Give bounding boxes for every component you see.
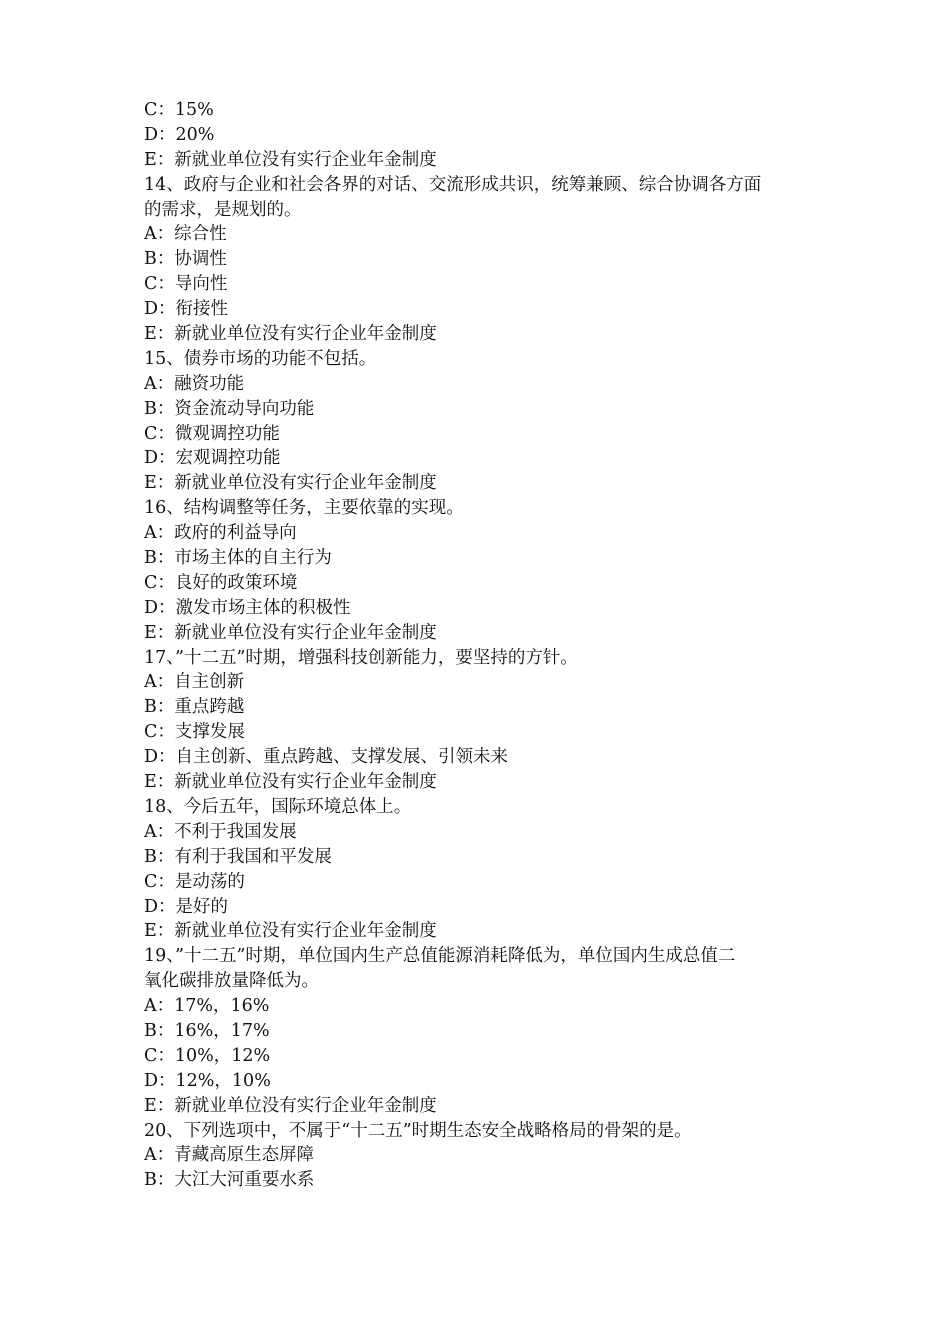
question-14-line-2: 的需求，是规划的。 bbox=[144, 199, 302, 220]
option-c-q19: C：10%，12% bbox=[144, 1045, 271, 1066]
option-a-q18: A：不利于我国发展 bbox=[144, 821, 297, 842]
question-14-line-1: 14、政府与企业和社会各界的对话、交流形成共识，统筹兼顾、综合协调各方面 bbox=[144, 174, 762, 195]
option-e-q13: E：新就业单位没有实行企业年金制度 bbox=[144, 149, 437, 170]
option-d-q14: D：衔接性 bbox=[144, 299, 229, 320]
option-c-q18: C：是动荡的 bbox=[144, 871, 245, 892]
option-b-q14: B：协调性 bbox=[144, 249, 227, 270]
option-d-q17: D：自主创新、重点跨越、支撑发展、引领未来 bbox=[144, 747, 509, 768]
option-c-q16: C：良好的政策环境 bbox=[144, 572, 298, 593]
option-e-q15: E：新就业单位没有实行企业年金制度 bbox=[144, 473, 437, 494]
option-b-q19: B：16%，17% bbox=[144, 1020, 270, 1041]
option-e-q17: E：新就业单位没有实行企业年金制度 bbox=[144, 772, 437, 793]
option-d-q15: D：宏观调控功能 bbox=[144, 448, 281, 469]
question-16: 16、结构调整等任务，主要依靠的实现。 bbox=[144, 498, 464, 519]
option-c-q15: C：微观调控功能 bbox=[144, 423, 280, 444]
option-c-q17: C：支撑发展 bbox=[144, 722, 245, 743]
option-d-q13: D：20% bbox=[144, 124, 215, 145]
document-body bbox=[144, 98, 824, 1193]
option-e-q19: E：新就业单位没有实行企业年金制度 bbox=[144, 1095, 437, 1116]
option-d-q16: D：激发市场主体的积极性 bbox=[144, 597, 351, 618]
option-a-q16: A：政府的利益导向 bbox=[144, 523, 297, 544]
option-a-q19: A：17%，16% bbox=[144, 996, 270, 1017]
question-19-line-2: 氧化碳排放量降低为。 bbox=[144, 971, 319, 992]
option-b-q15: B：资金流动导向功能 bbox=[144, 398, 315, 419]
option-a-q15: A：融资功能 bbox=[144, 373, 245, 394]
option-a-q20: A：青藏高原生态屏障 bbox=[144, 1145, 315, 1166]
question-19-line-1: 19、”十二五”时期，单位国内生产总值能源消耗降低为，单位国内生成总值二 bbox=[144, 946, 736, 967]
option-b-q18: B：有利于我国和平发展 bbox=[144, 846, 332, 867]
question-18: 18、今后五年，国际环境总体上。 bbox=[144, 796, 412, 817]
question-20: 20、下列选项中，不属于“十二五”时期生态安全战略格局的骨架的是。 bbox=[144, 1120, 692, 1141]
option-c-q13: C：15% bbox=[144, 100, 214, 120]
question-17: 17、”十二五”时期，增强科技创新能力，要坚持的方针。 bbox=[144, 647, 578, 668]
option-e-q16: E：新就业单位没有实行企业年金制度 bbox=[144, 622, 437, 643]
option-b-q16: B：市场主体的自主行为 bbox=[144, 548, 332, 569]
option-a-q14: A：综合性 bbox=[144, 224, 227, 245]
option-b-q20: B：大江大河重要水系 bbox=[144, 1170, 315, 1191]
option-d-q18: D：是好的 bbox=[144, 896, 229, 917]
option-d-q19: D：12%，10% bbox=[144, 1070, 271, 1091]
option-b-q17: B：重点跨越 bbox=[144, 697, 245, 718]
option-a-q17: A：自主创新 bbox=[144, 672, 245, 693]
question-15: 15、债券市场的功能不包括。 bbox=[144, 348, 377, 369]
option-c-q14: C：导向性 bbox=[144, 274, 228, 295]
option-e-q14: E：新就业单位没有实行企业年金制度 bbox=[144, 324, 437, 345]
option-e-q18: E：新就业单位没有实行企业年金制度 bbox=[144, 921, 437, 942]
